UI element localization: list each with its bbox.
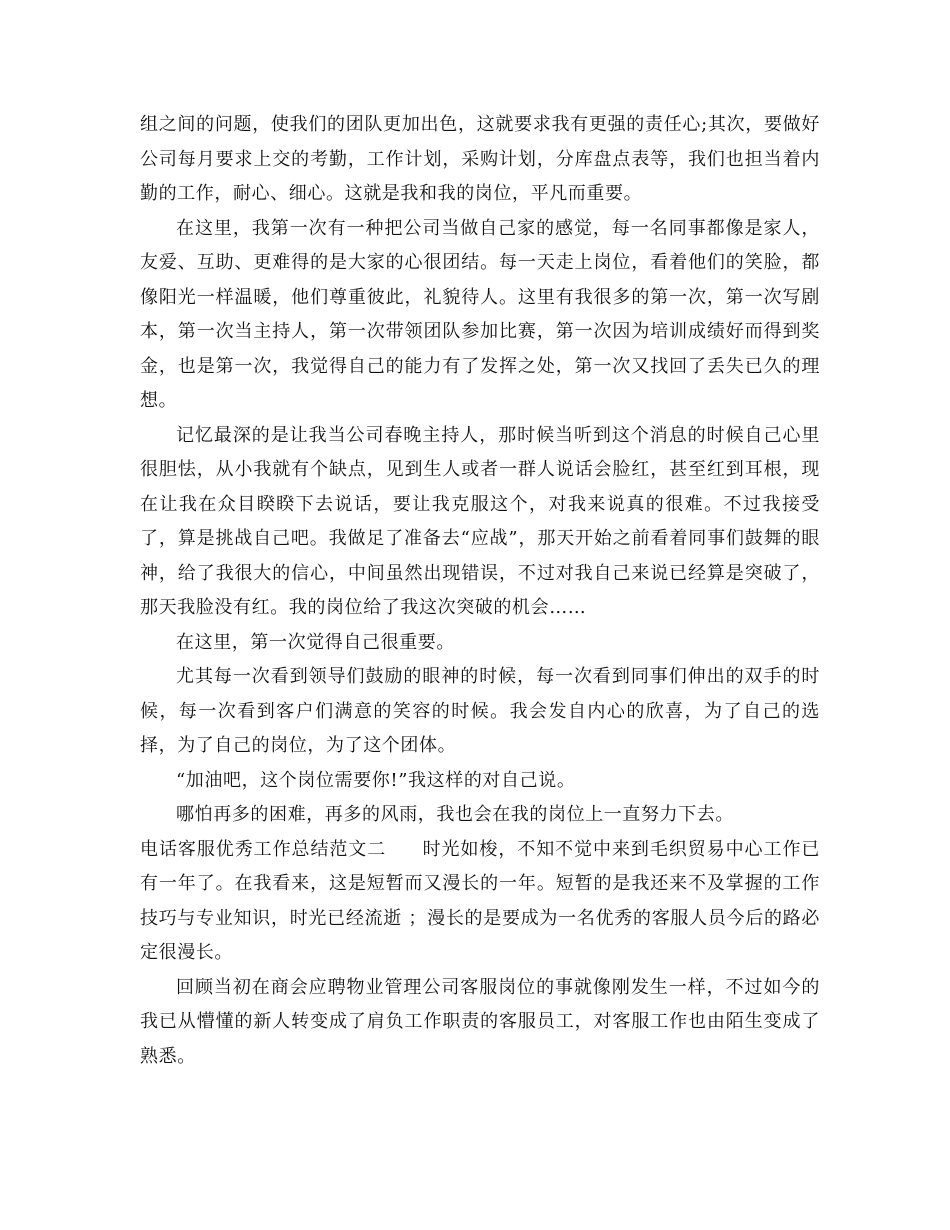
section-title: 电话客服优秀工作总结范文二 bbox=[140, 838, 387, 860]
section-two bbox=[140, 833, 820, 971]
paragraph-perseverance: 哪怕再多的困难，再多的风雨，我也会在我的岗位上一直努力下去。 bbox=[176, 804, 734, 825]
paragraph-host-memory: 记忆最深的是让我当公司春晚主持人，那时候当听到这个消息的时候自己心里很胆怯，从小我就有个缺点，见到生人或者一群人说话会脸红，甚至红到耳根，现在让我在众目睽睽下去说话，要让我克服这个，对我来说真的很难。不过我接受了，算是挑战自己吧。我做足了准备去“应战”，那天开始之前看着同事们鼓舞的眼神，给了我很大的信心，中间虽然出现错误，不过对我自己来说已经算是突破了，那天我脸没有红。我的岗位给了我这次突破的机会…… bbox=[140, 424, 820, 618]
paragraph-review: 回顾当初在商会应聘物业管理公司客服岗位的事就像刚发生一样，不过如今的我已从懵懂的新人转变成了肩负工作职责的客服员工，对客服工作也由陌生变成了熟悉。 bbox=[140, 976, 820, 1067]
paragraph-first-times: 在这里，我第一次有一种把公司当做自己家的感觉，每一名同事都像是家人，友爱、互助、更难得的是大家的心很团结。每一天走上岗位，看着他们的笑脸，都像阳光一样温暖，他们尊重彼此，礼貌待人。这里有我很多的第一次，第一次写剧本，第一次当主持人，第一次带领团队参加比赛，第一次因为培训成绩好而得到奖金，也是第一次，我觉得自己的能力有了发挥之处，第一次又找回了丢失已久的理想。 bbox=[140, 217, 820, 411]
paragraph-responsibilities: 组之间的问题，使我们的团队更加出色，这就要求我有更强的责任心;其次，要做好公司每月要求上交的考勤，工作计划，采购计划，分库盘点表等，我们也担当着内勤的工作，耐心、细心。这就是我和我的岗位，平凡而重要。 bbox=[140, 114, 820, 204]
section-intro-text: 时光如梭，不知不觉中来到毛织贸易中心工作已有一年了。在我看来，这是短暂而又漫长的一年。短暂的是我还来不及掌握的工作技巧与专业知识，时光已经流逝 ；漫长的是要成为一名优秀的客服人员今后的路必定很漫长。 bbox=[140, 838, 820, 963]
document-body bbox=[140, 108, 820, 1074]
paragraph-encouragement: 尤其每一次看到领导们鼓励的眼神的时候，每一次看到同事们伸出的双手的时候，每一次看到客户们满意的笑容的时候。我会发自内心的欣喜，为了自己的选择，为了自己的岗位，为了这个团体。 bbox=[140, 666, 820, 756]
paragraph-feel-important: 在这里，第一次觉得自己很重要。 bbox=[176, 631, 455, 653]
paragraph-cheer-quote: “加油吧，这个岗位需要你!”我这样的对自己说。 bbox=[176, 769, 576, 791]
